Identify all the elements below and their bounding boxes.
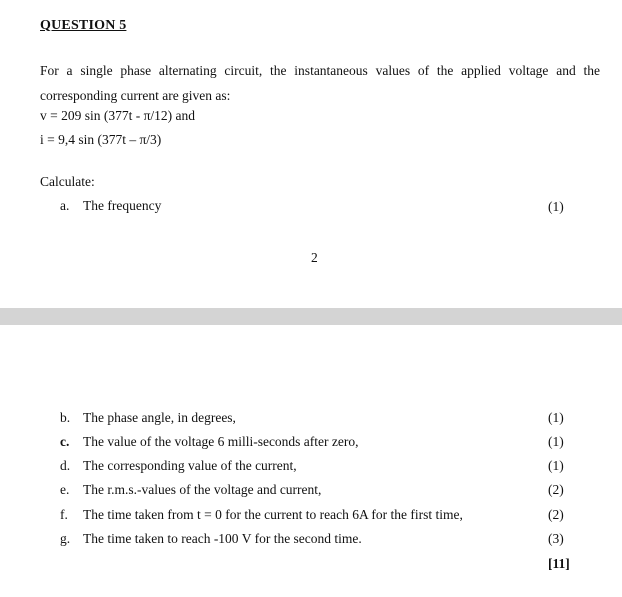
total-marks: [11] (548, 556, 570, 571)
current-equation: i = 9,4 sin (377t – π/3) (40, 132, 162, 147)
item-d-letter: d. (60, 458, 71, 473)
item-f-marks: (2) (548, 507, 564, 522)
item-b-text: The phase angle, in degrees, (83, 410, 236, 425)
item-d-text: The corresponding value of the current, (83, 458, 297, 473)
item-c-text: The value of the voltage 6 milli-seconds after zero, (83, 434, 359, 449)
item-b-letter: b. (60, 410, 71, 425)
item-f-letter: f. (60, 507, 68, 522)
item-g-text: The time taken to reach -100 V for the second time. (83, 531, 362, 546)
question-heading: QUESTION 5 (40, 18, 127, 33)
calculate-label: Calculate: (40, 174, 95, 189)
item-d-marks: (1) (548, 458, 564, 473)
item-a-marks: (1) (548, 199, 564, 214)
voltage-equation: v = 209 sin (377t - π/12) and (40, 108, 196, 123)
question-intro: For a single phase alternating circuit, the instantaneous values of the applied voltage and the corresponding current are given as: (40, 63, 600, 103)
item-g-marks: (3) (548, 531, 564, 546)
item-e-text: The r.m.s.-values of the voltage and current, (83, 482, 322, 497)
page-number: 2 (311, 250, 318, 265)
item-a-text: The frequency (83, 198, 162, 213)
item-g-letter: g. (60, 531, 71, 546)
page-break-divider (0, 308, 622, 325)
item-c-marks: (1) (548, 434, 564, 449)
item-f-text: The time taken from t = 0 for the current to reach 6A for the first time, (83, 507, 463, 522)
item-e-letter: e. (60, 482, 70, 497)
item-a-letter: a. (60, 198, 70, 213)
item-c-letter: c. (60, 434, 70, 449)
item-b-marks: (1) (548, 410, 564, 425)
item-e-marks: (2) (548, 482, 564, 497)
